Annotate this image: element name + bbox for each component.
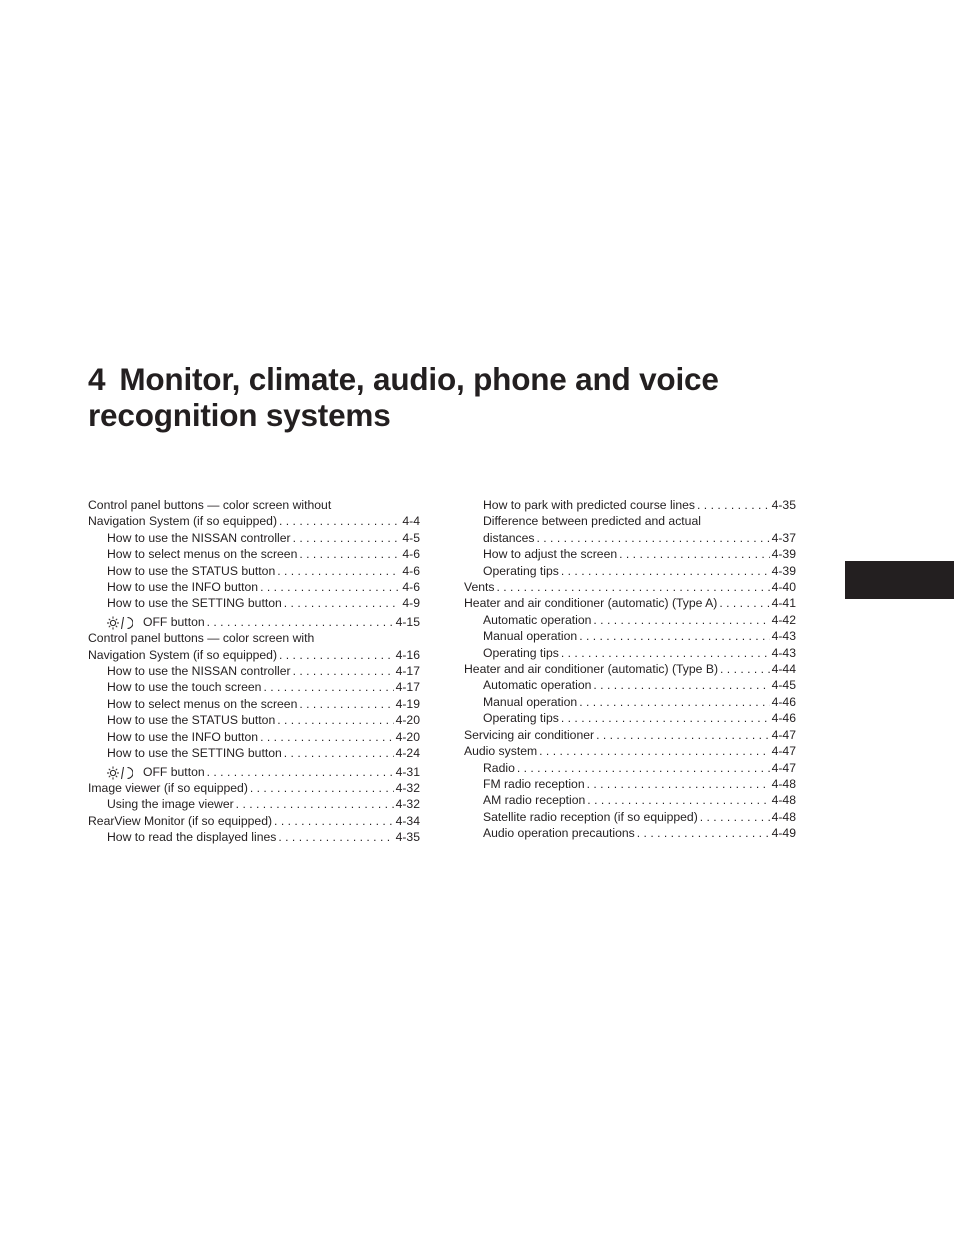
toc-entry[interactable]: [88, 595, 420, 611]
toc-page-number: 4-44: [771, 662, 796, 677]
toc-page-number: 4-32: [395, 797, 420, 812]
toc-entry-text: Automatic operation: [483, 612, 592, 627]
toc-page-number: 4-43: [771, 645, 796, 660]
toc-entry-text: How to read the displayed lines: [107, 830, 277, 845]
toc-entry[interactable]: [88, 546, 420, 562]
toc-leader-dots: [207, 764, 394, 780]
toc-entry[interactable]: [464, 776, 796, 792]
toc-entry[interactable]: [88, 563, 420, 579]
toc-entry-text: How to use the STATUS button: [107, 713, 276, 728]
toc-entry[interactable]: [464, 677, 796, 693]
toc-entry[interactable]: [88, 663, 420, 679]
chapter-title-line1: Monitor, climate, audio, phone and voice: [119, 361, 719, 397]
toc-entry-text: Audio system: [464, 744, 538, 759]
toc-page-number: 4-6: [402, 580, 420, 595]
toc-page-number: 4-46: [771, 711, 796, 726]
toc-entry[interactable]: [464, 628, 796, 644]
toc-entry-text: Satellite radio reception (if so equipped): [483, 809, 698, 824]
toc-leader-dots: [517, 760, 770, 776]
toc-entry-text: Automatic operation: [483, 678, 592, 693]
toc-entry[interactable]: [464, 792, 796, 808]
toc-entry-text-line1: Control panel buttons — color screen without: [88, 498, 332, 512]
toc-entry[interactable]: [88, 696, 420, 712]
toc-page-number: 4-24: [395, 746, 420, 761]
toc-leader-dots: [561, 645, 770, 661]
toc-leader-dots: [260, 729, 394, 745]
chapter-side-tab: [845, 561, 954, 599]
toc-leader-dots: [637, 825, 770, 841]
toc-leader-dots: [279, 647, 394, 663]
toc-page-number: 4-32: [395, 780, 420, 795]
toc-entry-text: How to use the NISSAN controller: [107, 664, 291, 679]
toc-leader-dots: [561, 710, 770, 726]
toc-page-number: 4-6: [402, 547, 420, 562]
toc-left-column: [88, 497, 420, 846]
toc-entry[interactable]: [88, 780, 420, 796]
toc-leader-dots: [497, 579, 770, 595]
toc-entry[interactable]: [464, 809, 796, 825]
toc-entry-text: How to select menus on the screen: [107, 547, 298, 562]
chapter-title: [88, 361, 868, 433]
toc-page-number: 4-5: [402, 530, 420, 545]
toc-entry[interactable]: [464, 727, 796, 743]
toc-entry-text: Image viewer (if so equipped): [88, 780, 248, 795]
toc-entry-text-line1: Control panel buttons — color screen with: [88, 631, 315, 646]
toc-entry[interactable]: [464, 661, 796, 677]
toc-entry-text: Operating tips: [483, 711, 559, 726]
toc-entry-text: Using the image viewer: [107, 797, 234, 812]
toc-entry[interactable]: [88, 679, 420, 695]
toc-entry-text: How to use the NISSAN controller: [107, 530, 291, 545]
toc-entry-text: How to use the SETTING button: [107, 596, 282, 611]
toc-entry[interactable]: [88, 745, 420, 761]
toc-entry-text: How to select menus on the screen: [107, 696, 298, 711]
toc-page-number: 4-15: [395, 614, 420, 629]
toc-leader-dots: [539, 743, 769, 759]
toc-page-number: 4-40: [771, 580, 796, 595]
toc-page-number: 4-41: [771, 596, 796, 611]
toc-leader-dots: [719, 595, 769, 611]
toc-entry-line2: [88, 513, 420, 529]
toc-entry[interactable]: [88, 614, 420, 630]
toc-leader-dots: [293, 530, 401, 546]
toc-entry[interactable]: [464, 710, 796, 726]
toc-leader-dots: [293, 663, 394, 679]
sun-moon-icon: [107, 766, 133, 780]
toc-right-column: [464, 497, 796, 842]
toc-entry-text: RearView Monitor (if so equipped): [88, 813, 273, 828]
toc-leader-dots: [579, 628, 769, 644]
toc-leader-dots: [299, 546, 400, 562]
toc-entry[interactable]: [464, 760, 796, 776]
toc-entry[interactable]: [464, 497, 796, 513]
toc-entry-text: How to use the touch screen: [107, 680, 262, 695]
toc-leader-dots: [260, 579, 400, 595]
toc-entry[interactable]: [88, 497, 420, 530]
toc-leader-dots: [593, 612, 769, 628]
toc-entry-text: FM radio reception: [483, 776, 585, 791]
toc-page-number: 4-34: [395, 813, 420, 828]
toc-entry[interactable]: [88, 829, 420, 845]
toc-entry[interactable]: [88, 712, 420, 728]
toc-page-number: 4-45: [771, 678, 796, 693]
toc-leader-dots: [720, 661, 770, 677]
chapter-title-line2: recognition systems: [88, 397, 391, 433]
toc-leader-dots: [587, 776, 770, 792]
toc-page-number: 4-49: [771, 826, 796, 841]
toc-entry-text: Operating tips: [483, 563, 559, 578]
toc-page-number: 4-16: [395, 647, 420, 662]
toc-page-number: 4-6: [402, 563, 420, 578]
chapter-number: 4: [88, 361, 106, 397]
toc-entry-text: How to use the SETTING button: [107, 746, 282, 761]
toc-entry[interactable]: [88, 796, 420, 812]
toc-entry-text: AM radio reception: [483, 793, 586, 808]
toc-leader-dots: [278, 829, 393, 845]
toc-leader-dots: [697, 497, 770, 513]
toc-page-number: 4-43: [771, 629, 796, 644]
toc-entry-text: How to use the INFO button: [107, 729, 259, 744]
toc-leader-dots: [284, 745, 394, 761]
toc-leader-dots: [596, 727, 770, 743]
toc-leader-dots: [284, 595, 401, 611]
toc-entry-text-line1: Difference between predicted and actual: [483, 514, 701, 529]
toc-entry[interactable]: [88, 764, 420, 780]
toc-entry[interactable]: [464, 825, 796, 841]
toc-page-number: 4-48: [771, 809, 796, 824]
sun-moon-icon: [107, 616, 133, 630]
toc-leader-dots: [250, 780, 394, 796]
toc-leader-dots: [299, 696, 393, 712]
toc-entry[interactable]: [464, 513, 796, 546]
toc-entry[interactable]: [88, 579, 420, 595]
toc-leader-dots: [579, 694, 769, 710]
toc-page-number: 4-47: [771, 744, 796, 759]
toc-page-number: 4-19: [395, 696, 420, 711]
toc-entry-text: Operating tips: [483, 645, 559, 660]
toc-leader-dots: [277, 563, 400, 579]
toc-page-number: 4-46: [771, 694, 796, 709]
toc-leader-dots: [236, 796, 394, 812]
toc-entry-text: Servicing air conditioner: [464, 727, 595, 742]
toc-leader-dots: [587, 792, 769, 808]
toc-page-number: 4-17: [395, 664, 420, 679]
toc-leader-dots: [537, 530, 770, 546]
toc-entry-text: OFF button: [143, 764, 205, 779]
toc-page-number: 4-47: [771, 727, 796, 742]
toc-page-number: 4-9: [402, 596, 420, 611]
toc-entry-text: Radio: [483, 760, 515, 775]
toc-entry-text: Vents: [464, 580, 495, 595]
toc-entry-text: How to park with predicted course lines: [483, 498, 696, 512]
toc-leader-dots: [593, 677, 769, 693]
toc-leader-dots: [279, 513, 400, 529]
toc-leader-dots: [619, 546, 769, 562]
toc-page-number: 4-35: [395, 830, 420, 845]
toc-entry[interactable]: [464, 595, 796, 611]
toc-entry-text: Manual operation: [483, 629, 578, 644]
toc-page-number: 4-42: [771, 612, 796, 627]
toc-entry-line2: [88, 647, 420, 663]
toc-entry[interactable]: [88, 729, 420, 745]
toc-page-number: 4-20: [395, 729, 420, 744]
toc-page-number: 4-31: [395, 764, 420, 779]
toc-entry-text: Audio operation precautions: [483, 826, 635, 841]
toc-entry-text: How to adjust the screen: [483, 547, 618, 562]
toc-entry[interactable]: [88, 630, 420, 663]
toc-leader-dots: [561, 563, 770, 579]
toc-entry-text: distances: [483, 530, 535, 545]
toc-entry-text: How to use the INFO button: [107, 580, 259, 595]
toc-entry[interactable]: [88, 813, 420, 829]
toc-leader-dots: [700, 809, 770, 825]
toc-page-number: 4-20: [395, 713, 420, 728]
toc-page-number: 4-17: [395, 680, 420, 695]
toc-entry-text: Navigation System (if so equipped): [88, 514, 278, 529]
toc-leader-dots: [207, 614, 394, 630]
toc-entry-text: Heater and air conditioner (automatic) (Type B): [464, 662, 719, 677]
toc-page-number: 4-39: [771, 547, 796, 562]
toc-page-number: 4-35: [771, 498, 796, 512]
toc-page-number: 4-47: [771, 760, 796, 775]
toc-entry[interactable]: [464, 694, 796, 710]
toc-entry-line2: [483, 530, 796, 546]
toc-entry-text: Navigation System (if so equipped): [88, 647, 278, 662]
toc-entry-text: How to use the STATUS button: [107, 563, 276, 578]
toc-page-number: 4-39: [771, 563, 796, 578]
toc-entry[interactable]: [464, 579, 796, 595]
toc-entry[interactable]: [464, 612, 796, 628]
toc-leader-dots: [277, 712, 393, 728]
toc-entry[interactable]: [464, 546, 796, 562]
toc-entry[interactable]: [464, 743, 796, 759]
toc-page-number: 4-48: [771, 793, 796, 808]
toc-page-number: 4-37: [771, 530, 796, 545]
toc-entry-text: OFF button: [143, 614, 205, 629]
toc-leader-dots: [274, 813, 394, 829]
toc-entry[interactable]: [464, 645, 796, 661]
toc-entry[interactable]: [464, 563, 796, 579]
toc-entry-text: Heater and air conditioner (automatic) (Type A): [464, 596, 718, 611]
toc-page-number: 4-48: [771, 776, 796, 791]
toc-page-number: 4-4: [402, 514, 420, 529]
toc-entry[interactable]: [88, 530, 420, 546]
toc-entry-text: Manual operation: [483, 694, 578, 709]
toc-leader-dots: [263, 679, 393, 695]
